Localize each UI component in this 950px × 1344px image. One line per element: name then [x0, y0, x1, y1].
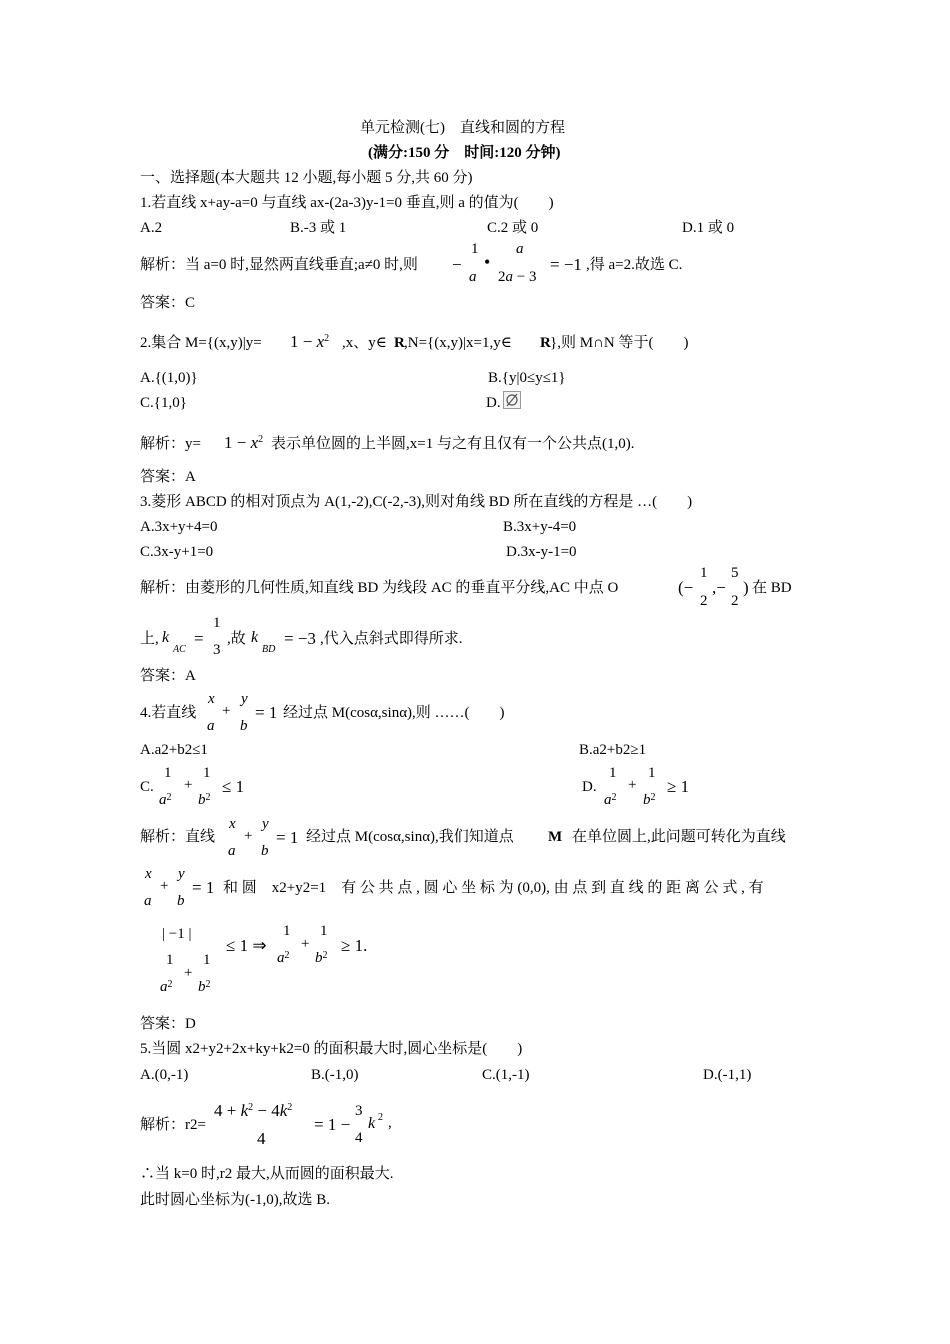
- q1-option-d: D.1 或 0: [682, 220, 735, 236]
- q5-analysis-line3: 此时圆心坐标为(-1,0),故选 B.: [140, 1192, 330, 1208]
- q2-analysis-text: 解析：y=: [140, 436, 201, 452]
- q3-analysis-end: 在 BD: [752, 580, 792, 596]
- q4-option-b: B.a2+b2≥1: [579, 742, 647, 758]
- q1-option-a: A.2: [140, 220, 163, 236]
- q3-option-c: C.3x-y+1=0: [140, 544, 214, 560]
- q2-analysis-sqrt-expr: $1 - x^2$: [224, 433, 264, 452]
- question-3-stem: 3.菱形 ABCD 的相对顶点为 A(1,-2),C(-2,-3),则对角线 BD 所在直线的方程是 …( ): [140, 494, 693, 510]
- q1-analysis-end: ,得 a=2.故选 C.: [586, 257, 683, 273]
- page-subtitle: (满分:150 分 时间:120 分钟): [368, 145, 561, 161]
- q3-option-a: A.3x+y+4=0: [140, 519, 218, 535]
- q2-stem-post: ,N={(x,y)|x=1,y∈: [404, 335, 512, 351]
- q2-real-set: R: [394, 335, 405, 351]
- q4-stem-end: 经过点 M(cosα,sinα),则 ……( ): [283, 705, 505, 721]
- q4-option-c: C.: [140, 779, 154, 795]
- q2-option-c: C.{1,0}: [140, 395, 187, 411]
- q3-option-b: B.3x+y-4=0: [503, 519, 577, 535]
- q3-analysis-text: 解析：由菱形的几何性质,知直线 BD 为线段 AC 的垂直平分线,AC 中点 O: [140, 580, 619, 596]
- q4-option-a: A.a2+b2≤1: [140, 742, 208, 758]
- question-1-stem: 1.若直线 x+ay-a=0 与直线 ax-(2a-3)y-1=0 垂直,则 a 的值为( ): [140, 195, 554, 211]
- q1-option-b: B.-3 或 1: [290, 220, 347, 236]
- q5-option-d: D.(-1,1): [703, 1067, 752, 1083]
- q1-answer: 答案：C: [140, 295, 196, 311]
- question-2-stem: 2.集合 M={(x,y)|y=: [140, 335, 262, 351]
- q5-analysis-line2: ∴当 k=0 时,r2 最大,从而圆的面积最大.: [140, 1166, 394, 1182]
- question-5-stem: 5.当圆 x2+y2+2x+ky+k2=0 的面积最大时,圆心坐标是( ): [140, 1041, 523, 1057]
- q4-option-d: D.: [582, 779, 597, 795]
- q2-analysis-end: 表示单位圆的上半圆,x=1 与之有且仅有一个公共点(1,0).: [271, 436, 635, 452]
- q2-stem-mid: ,x、y∈: [342, 335, 387, 351]
- q1-option-c: C.2 或 0: [487, 220, 539, 236]
- q2-sqrt-expr: $1 - x^2$: [290, 332, 330, 351]
- q2-stem-end: },则 M∩N 等于( ): [550, 335, 689, 351]
- q2-option-a: A.{(1,0)}: [140, 370, 198, 386]
- page-title: 单元检测(七) 直线和圆的方程: [360, 120, 565, 136]
- q4-analysis-text: 解析：直线: [140, 829, 216, 845]
- q5-option-a: A.(0,-1): [140, 1067, 189, 1083]
- q5-option-c: C.(1,-1): [482, 1067, 530, 1083]
- q2-option-b: B.{y|0≤y≤1}: [488, 370, 566, 386]
- q3-line2-pre: 上,: [140, 631, 159, 647]
- q5-option-b: B.(-1,0): [311, 1067, 359, 1083]
- q4-analysis-end: 在单位圆上,此问题可转化为直线: [572, 829, 786, 845]
- q4-answer: 答案：D: [140, 1016, 196, 1032]
- q3-line2-end: ,代入点斜式即得所求.: [320, 631, 463, 647]
- section-heading: 一、选择题(本大题共 12 小题,每小题 5 分,共 60 分): [140, 170, 473, 186]
- q4-point-m: M: [548, 829, 563, 845]
- q2-option-d: D.: [486, 395, 501, 411]
- question-4-stem: 4.若直线: [140, 705, 197, 721]
- q3-answer: 答案：A: [140, 668, 196, 684]
- q4-analysis-line2: 和 圆 x2+y2=1 有 公 共 点 , 圆 心 坐 标 为 (0,0), 由 点 到 直 线 的 距 离 公 式 , 有: [223, 880, 764, 896]
- empty-set-icon: [503, 391, 521, 409]
- q2-answer: 答案：A: [140, 469, 196, 485]
- q3-option-d: D.3x-y-1=0: [506, 544, 577, 560]
- q1-analysis-text: 解析：当 a=0 时,显然两直线垂直;a≠0 时,则: [140, 257, 418, 273]
- q5-analysis-text: 解析：r2=: [140, 1117, 206, 1133]
- q3-line2-mid: ,故: [227, 631, 246, 647]
- q4-analysis-mid: 经过点 M(cosα,sinα),我们知道点: [306, 829, 514, 845]
- q2-real-set-2: R: [540, 335, 551, 351]
